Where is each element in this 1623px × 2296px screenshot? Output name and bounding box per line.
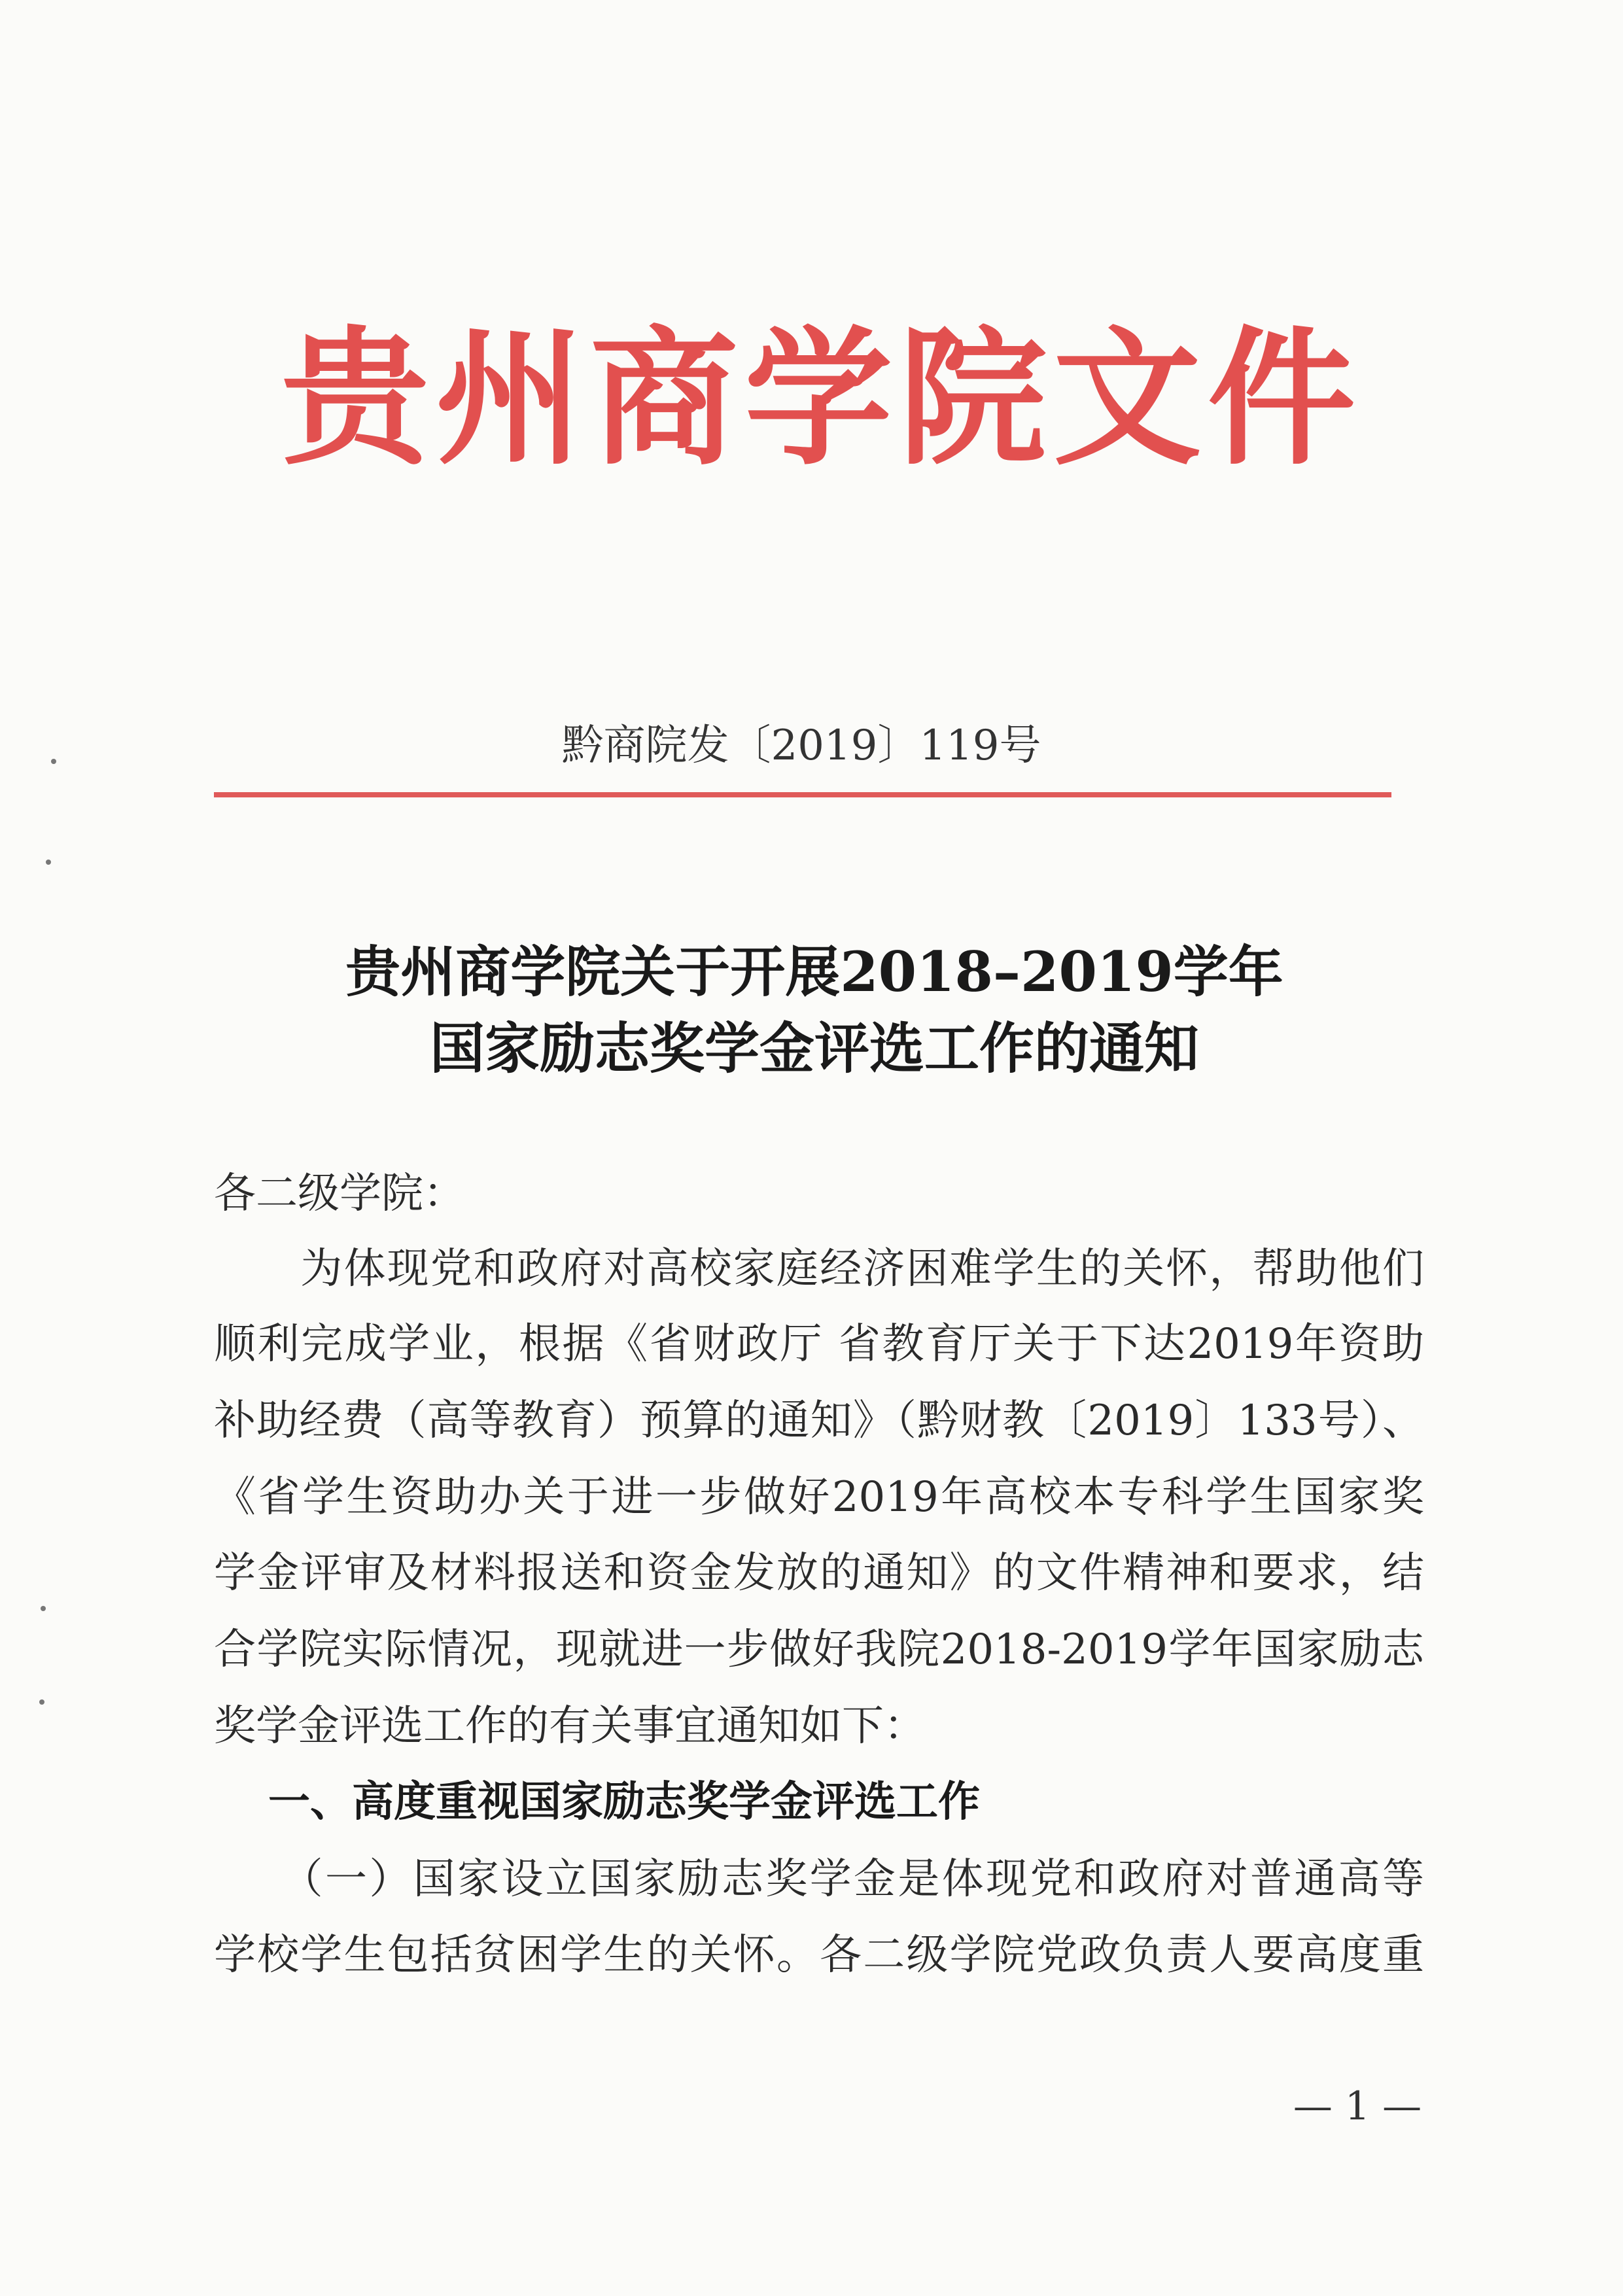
salutation: 各二级学院：	[214, 1170, 465, 1218]
section-heading: 一、高度重视国家励志奖学金评选工作	[268, 1778, 980, 1826]
notice-title-line-2: 国家励志奖学金评选工作的通知	[429, 1016, 1199, 1081]
issuer-header: 贵州商学院文件	[281, 312, 1363, 485]
scan-margin-mark	[46, 860, 51, 865]
body-line: 合学院实际情况，现就进一步做好我院2018-2019学年国家励志	[214, 1626, 1424, 1674]
scan-margin-mark	[39, 1699, 44, 1705]
body-line: 学金评审及材料报送和资金发放的通知》的文件精神和要求，结	[214, 1549, 1424, 1597]
red-divider	[214, 792, 1391, 797]
body-line: 《省学生资助办关于进一步做好2019年高校本专科学生国家奖	[214, 1473, 1424, 1522]
notice-title-line-1: 贵州商学院关于开展2018–2019学年	[345, 939, 1283, 1004]
scan-margin-mark	[41, 1606, 46, 1611]
body-line: 奖学金评选工作的有关事宜通知如下：	[214, 1702, 926, 1750]
body-line: 学校学生包括贫困学生的关怀。各二级学院党政负责人要高度重	[214, 1931, 1424, 1979]
document-number: 黔商院发〔2019〕119号	[561, 722, 1041, 770]
body-line: 为体现党和政府对高校家庭经济困难学生的关怀，帮助他们	[214, 1245, 1424, 1293]
body-line: 顺利完成学业，根据《省财政厅 省教育厅关于下达2019年资助	[214, 1320, 1424, 1368]
page-number: — 1 —	[1293, 2083, 1422, 2129]
body-line: 补助经费（高等教育）预算的通知》（黔财教〔2019〕133号）、	[214, 1397, 1424, 1445]
scan-margin-mark	[51, 759, 56, 764]
body-line: （一）国家设立国家励志奖学金是体现党和政府对普通高等	[214, 1855, 1424, 1904]
